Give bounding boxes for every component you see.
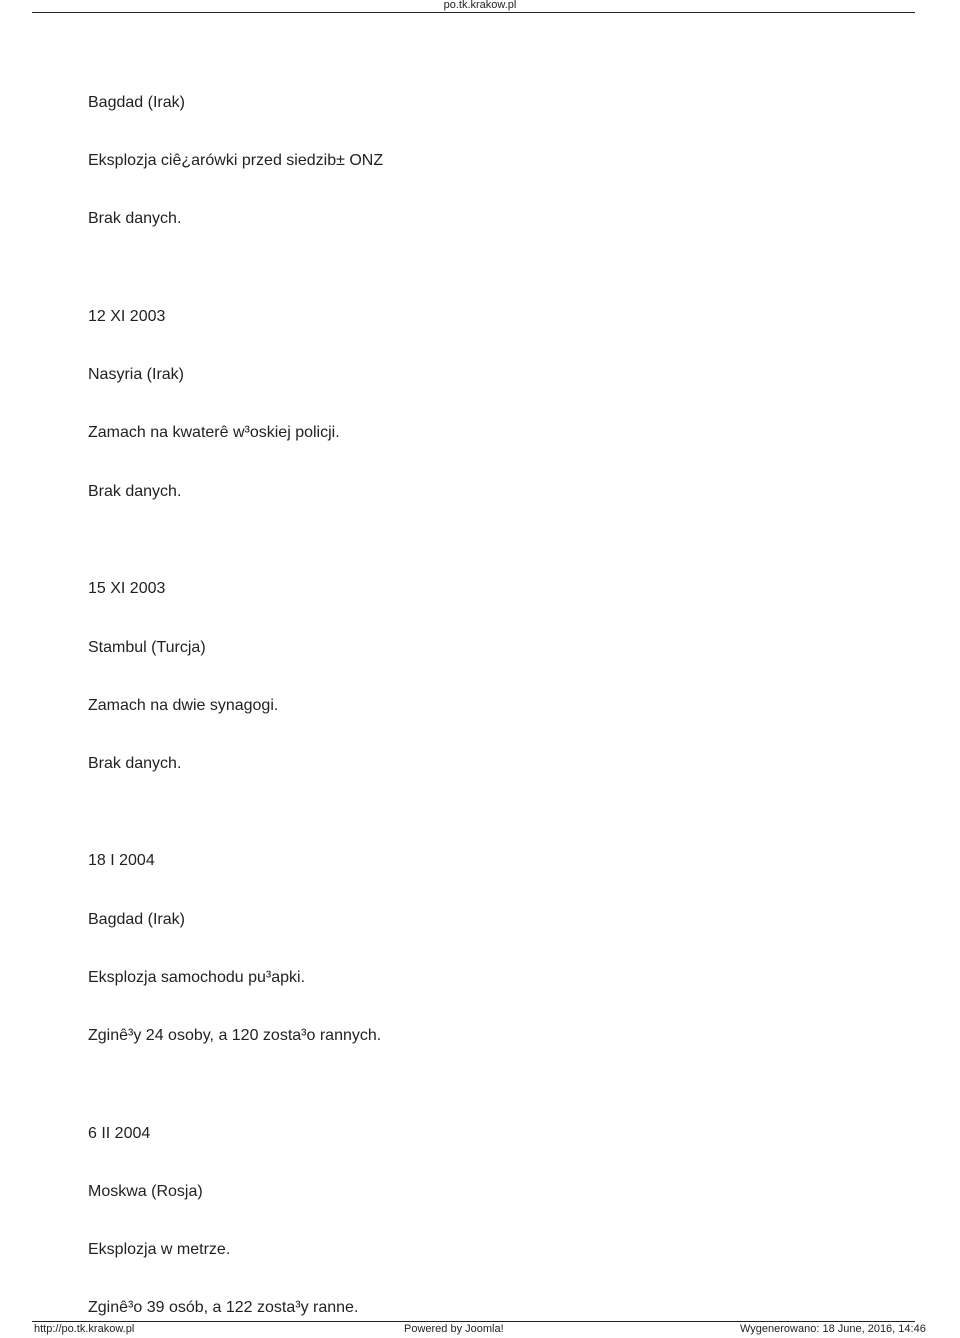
footer-divider bbox=[32, 1321, 915, 1322]
event-location: Bagdad (Irak) bbox=[88, 911, 185, 928]
footer-url-link[interactable]: http://po.tk.krakow.pl bbox=[34, 1323, 135, 1335]
event-location: Bagdad (Irak) bbox=[88, 94, 185, 111]
event-description: Zamach na dwie synagogi. bbox=[88, 697, 279, 714]
event-date: 18 I 2004 bbox=[88, 852, 155, 869]
event-date: 15 XI 2003 bbox=[88, 580, 166, 597]
event-location: Nasyria (Irak) bbox=[88, 366, 185, 383]
page-footer bbox=[0, 1321, 960, 1338]
event-description: Eksplozja w metrze. bbox=[88, 1241, 231, 1258]
event-description: Eksplozja samochodu pu³apki. bbox=[88, 969, 306, 986]
event-casualties: Zginê³y 24 osoby, a 120 zosta³o rannych. bbox=[88, 1027, 382, 1044]
event-casualties: Brak danych. bbox=[88, 210, 182, 227]
footer-generated-date: Wygenerowano: 18 June, 2016, 14:46 bbox=[740, 1323, 926, 1335]
event-casualties: Brak danych. bbox=[88, 483, 182, 500]
event-date: 12 XI 2003 bbox=[88, 308, 166, 325]
header-divider bbox=[32, 12, 915, 13]
event-location: Stambul (Turcja) bbox=[88, 639, 206, 656]
event-description: Eksplozja ciê¿arówki przed siedzib± ONZ bbox=[88, 152, 384, 169]
event-date: 6 II 2004 bbox=[88, 1125, 151, 1142]
event-casualties: Zginê³o 39 osób, a 122 zosta³y ranne. bbox=[88, 1299, 359, 1316]
header-site-name[interactable]: po.tk.krakow.pl bbox=[443, 0, 517, 11]
page-header bbox=[0, 0, 960, 12]
event-location: Moskwa (Rosja) bbox=[88, 1183, 203, 1200]
footer-powered-by: Powered by Joomla! bbox=[404, 1323, 504, 1335]
event-description: Zamach na kwaterê w³oskiej policji. bbox=[88, 424, 340, 441]
event-casualties: Brak danych. bbox=[88, 755, 182, 772]
